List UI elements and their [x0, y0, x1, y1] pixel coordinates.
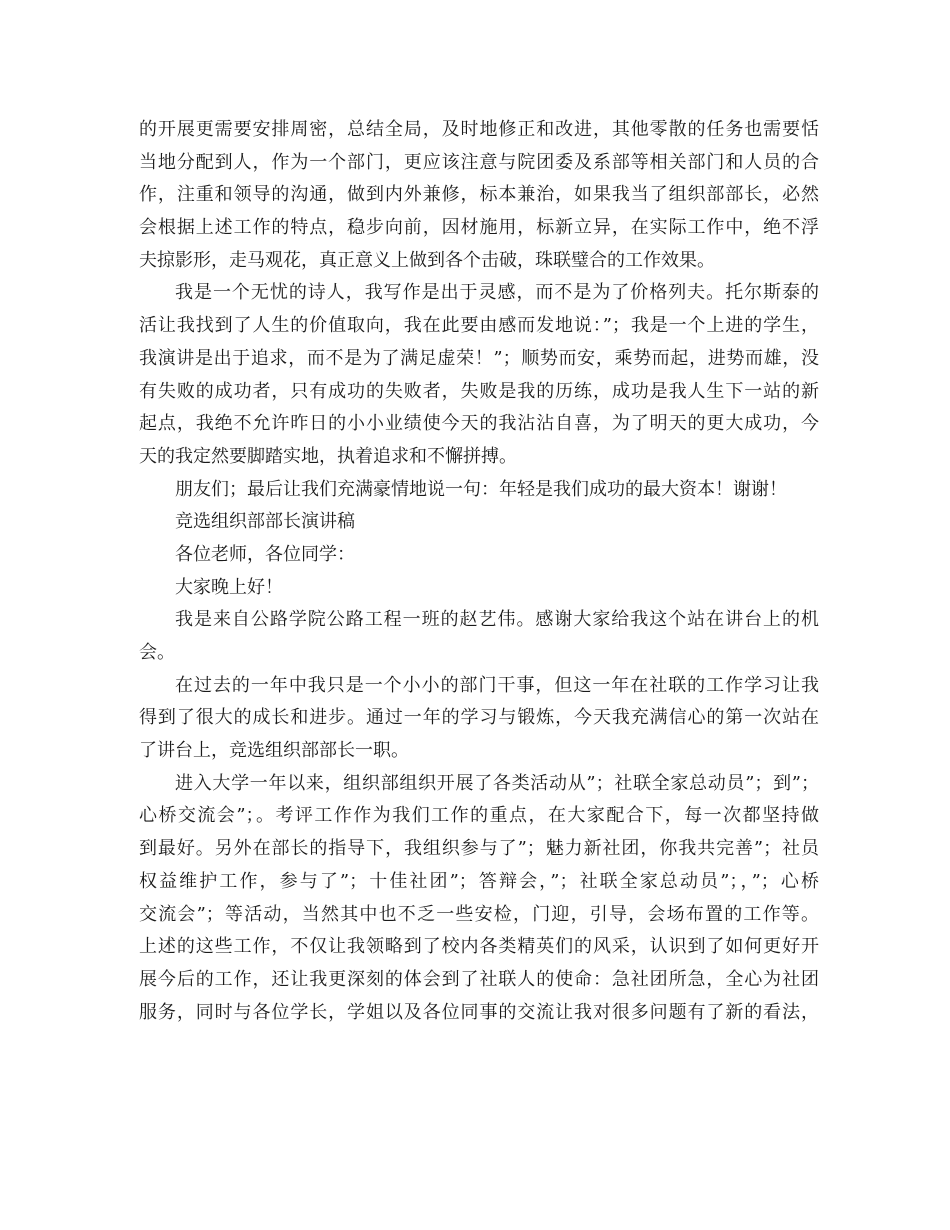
- text-line: 上述的这些工作，不仅让我领略到了校内各类精英们的风采，认识到了如何更好开: [139, 936, 819, 958]
- text-line: 朋友们；最后让我们充满豪情地说一句：年轻是我们成功的最大资本！谢谢！: [175, 478, 787, 500]
- text-line: 有失败的成功者，只有成功的失败者，失败是我的历练，成功是我人生下一站的新: [139, 380, 819, 402]
- text-line: 作，注重和领导的沟通，做到内外兼修，标本兼治，如果我当了组织部部长，必然: [139, 184, 819, 206]
- text-line: 在过去的一年中我只是一个小小的部门干事，但这一年在社联的工作学习让我: [175, 674, 819, 696]
- text-line: 得到了很大的成长和进步。通过一年的学习与锻炼，今天我充满信心的第一次站在: [139, 707, 819, 729]
- text-line: 了讲台上，竞选组织部部长一职。: [139, 740, 409, 762]
- text-line: 进入大学一年以来，组织部组织开展了各类活动从”；社联全家总动员”；到”；: [175, 772, 819, 794]
- text-line: 展今后的工作，还让我更深刻的体会到了社联人的使命：急社团所急，全心为社团: [139, 968, 819, 990]
- text-line: 活让我找到了人生的价值取向，我在此要由感而发地说：”；我是一个上进的学生，: [139, 315, 819, 337]
- text-line: 起点，我绝不允许昨日的小小业绩使今天的我沾沾自喜，为了明天的更大成功，今: [139, 413, 819, 435]
- text-line: 夫掠影形，走马观花，真正意义上做到各个击破，珠联璧合的工作效果。: [139, 249, 715, 271]
- body-text: [139, 114, 819, 1029]
- text-line: 大家晚上好！: [175, 576, 283, 598]
- text-line: 当地分配到人，作为一个部门，更应该注意与院团委及系部等相关部门和人员的合: [139, 151, 819, 173]
- text-line: 会根据上述工作的特点，稳步向前，因材施用，标新立异，在实际工作中，绝不浮: [139, 217, 819, 239]
- text-line: 天的我定然要脚踏实地，执着追求和不懈拼搏。: [139, 445, 517, 467]
- text-line: 的开展更需要安排周密，总结全局，及时地修正和改进，其他零散的任务也需要恬: [139, 119, 819, 140]
- text-line: 交流会”；等活动，当然其中也不乏一些安检，门迎，引导，会场布置的工作等。: [139, 903, 819, 925]
- text-line: 心桥交流会”；。考评工作作为我们工作的重点，在大家配合下，每一次都坚持做: [139, 805, 819, 827]
- text-line: 我是来自公路学院公路工程一班的赵艺伟。感谢大家给我这个站在讲台上的机: [175, 609, 819, 631]
- text-line: 竞选组织部部长演讲稿: [175, 511, 355, 533]
- text-line: 我是一个无忧的诗人，我写作是出于灵感，而不是为了价格列夫。托尔斯泰的: [175, 282, 819, 304]
- text-line: 到最好。另外在部长的指导下，我组织参与了”；魅力新社团，你我共完善”；社员: [139, 838, 819, 860]
- text-line: 服务，同时与各位学长，学姐以及各位同事的交流让我对很多问题有了新的看法，: [139, 1001, 819, 1023]
- text-line: 各位老师，各位同学：: [175, 543, 355, 565]
- text-line: 我演讲是出于追求，而不是为了满足虚荣！”；顺势而安，乘势而起，进势而雄，没: [139, 347, 819, 369]
- text-line: 权益维护工作，参与了”；十佳社团”；答辩会，”；社联全家总动员”；，”；心桥: [139, 870, 819, 892]
- text-line: 会。: [139, 642, 175, 663]
